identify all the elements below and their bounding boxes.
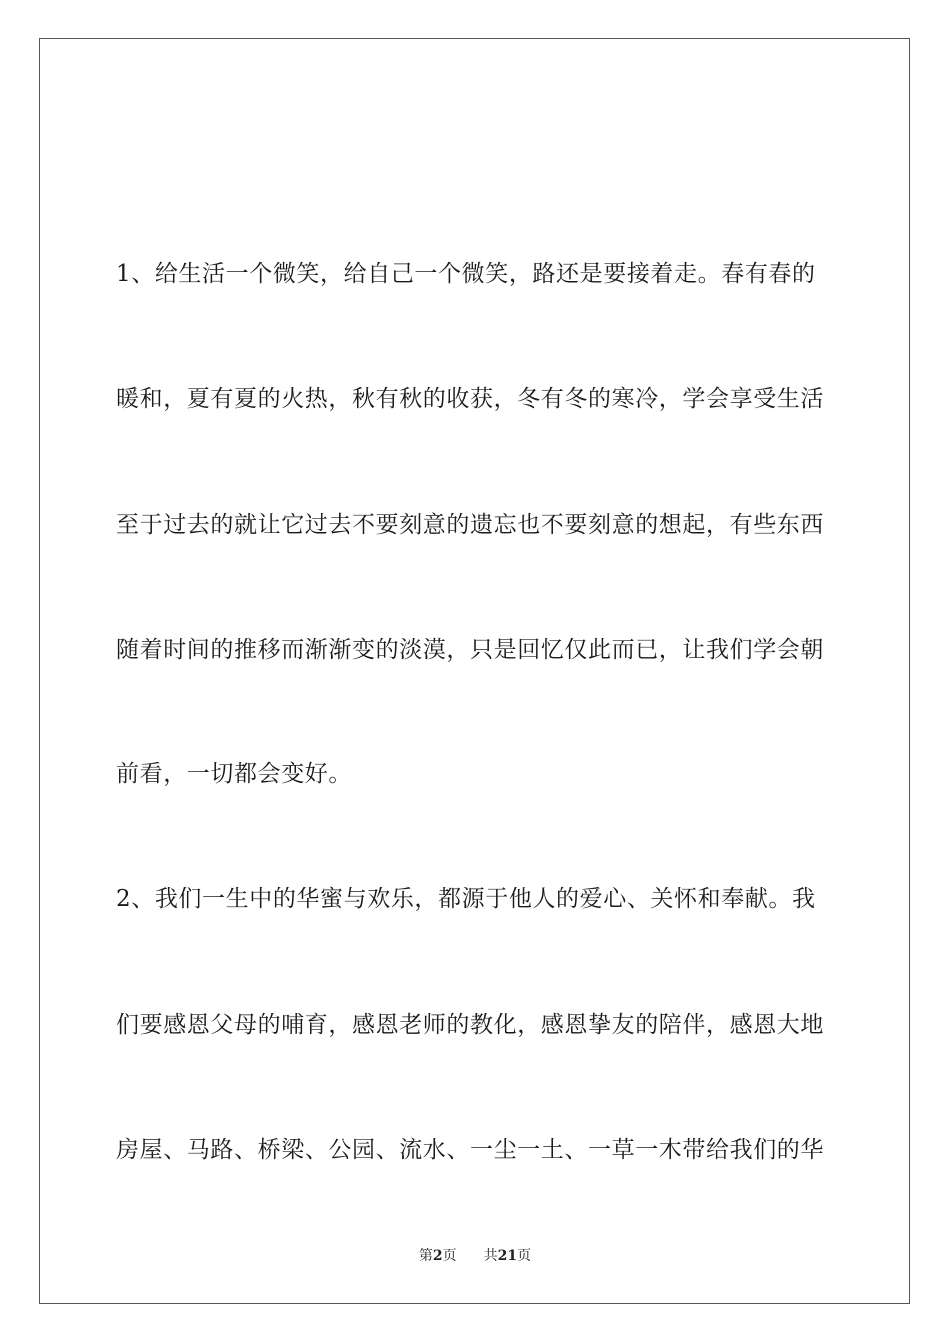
page-footer [0, 1247, 950, 1265]
total-pages-label: 共21页 [483, 1248, 532, 1264]
body-text-line: 暖和，夏有夏的火热，秋有秋的收获，冬有冬的寒冷，学会享受生活 [116, 386, 824, 412]
body-text-line: 至于过去的就让它过去不要刻意的遗忘也不要刻意的想起，有些东西 [116, 512, 824, 538]
body-text-line: 随着时间的推移而渐渐变的淡漠，只是回忆仅此而已，让我们学会朝 [116, 637, 824, 663]
current-page-number: 2 [432, 1248, 443, 1264]
page-number-label: 第2页 [418, 1248, 457, 1264]
body-text-line: 房屋、马路、桥梁、公园、流水、一尘一土、一草一木带给我们的华 [116, 1137, 824, 1163]
body-text-line: 1、给生活一个微笑，给自己一个微笑，路还是要接着走。春有春的 [116, 261, 816, 287]
total-page-count: 21 [497, 1248, 518, 1264]
body-text-line: 前看，一切都会变好。 [116, 761, 352, 787]
page-frame [39, 38, 910, 1304]
body-text-line: 2、我们一生中的华蜜与欢乐，都源于他人的爱心、关怀和奉献。我 [116, 886, 816, 912]
body-text-line: 们要感恩父母的哺育，感恩老师的教化，感恩挚友的陪伴，感恩大地 [116, 1012, 824, 1038]
